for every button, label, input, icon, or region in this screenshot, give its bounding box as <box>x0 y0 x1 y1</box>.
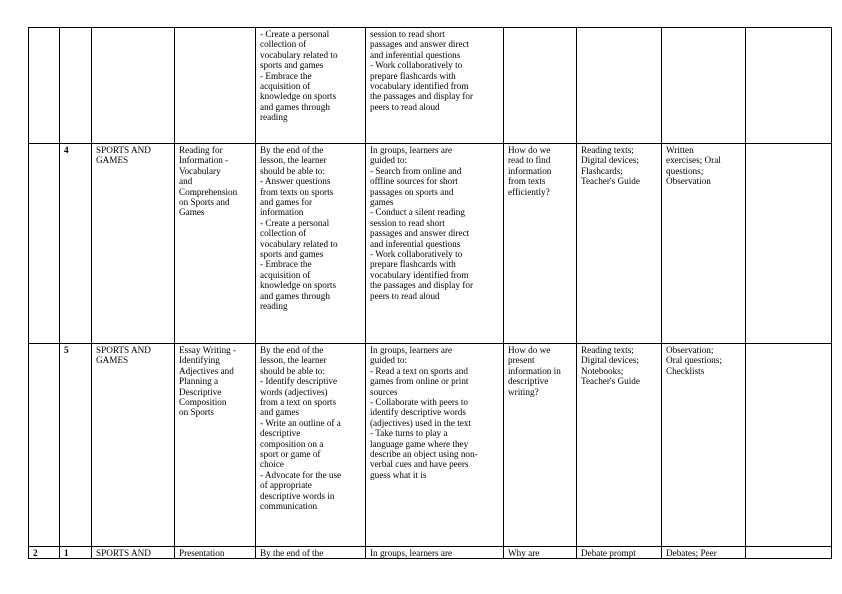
assessment-cell <box>662 28 746 144</box>
cell-text-line: vocabulary related to <box>260 49 338 60</box>
sub-strand-cell <box>175 344 256 547</box>
cell-text-line: offline sources for short <box>370 176 458 187</box>
cell-text-line: By the end of the <box>260 548 324 558</box>
reflection-cell <box>746 344 832 547</box>
cell-text-line: information in <box>508 365 561 376</box>
cell-text-line: vocabulary related to <box>260 238 338 249</box>
cell-text-line: information <box>260 207 304 218</box>
learning-resources-cell <box>577 547 662 559</box>
cell-text-line: Vocabulary <box>179 165 221 176</box>
cell-text-line: peers to read aloud <box>370 101 440 112</box>
cell-text-line: Digital devices; <box>581 355 639 366</box>
cell-text-line: and inferential questions <box>370 49 461 60</box>
cell-text-line: guided to: <box>370 355 408 366</box>
cell-text-line: writing? <box>508 386 539 397</box>
cell-text-line: reading <box>260 112 288 123</box>
cell-text-line: the passages and display for <box>370 91 474 102</box>
cell-text: 2 <box>33 548 38 558</box>
cell-text-line: Debates; Peer <box>666 548 717 558</box>
cell-text-line: Observation <box>666 176 711 187</box>
cell-text-line: - Advocate for the use <box>260 469 342 480</box>
cell-text-line: Essay Writing - <box>179 345 237 355</box>
cell-text-line: should be able to: <box>260 165 326 176</box>
cell-text-line: on Sports <box>179 407 214 418</box>
cell-text-line: - Embrace the <box>260 259 312 270</box>
cell-text-line: Games <box>179 207 205 218</box>
cell-text-line: Adjectives and <box>179 365 234 376</box>
cell-text-line: Why are <box>508 548 540 558</box>
key-inquiry-question-cell <box>504 144 577 344</box>
cell-text-line: knowledge on sports <box>260 280 337 291</box>
strand-cell <box>92 547 175 559</box>
sub-strand-cell <box>175 547 256 559</box>
cell-text-line: lesson, the learner <box>260 355 327 366</box>
cell-text-line: Descriptive <box>179 386 222 397</box>
cell-text-line: - Collaborate with peers to <box>370 397 468 408</box>
cell-text-line: Written <box>666 145 694 155</box>
reflection-cell <box>746 144 832 344</box>
cell-text: SPORTS AND <box>96 548 151 558</box>
cell-text-line: (adjectives) used in the text <box>370 417 472 428</box>
cell-text-line: information <box>508 165 552 176</box>
cell-text-line: from texts <box>508 176 546 187</box>
cell-text-line: prepare flashcards with <box>370 259 456 270</box>
cell-text-line: passages on sports and <box>370 186 454 197</box>
sub-strand-cell <box>175 28 256 144</box>
table-row <box>29 547 832 559</box>
cell-text-line: present <box>508 355 535 366</box>
cell-text-line: sport or game of <box>260 449 321 460</box>
learning-experiences-cell <box>366 547 504 559</box>
cell-text-line: choice <box>260 459 284 470</box>
cell-text-line: Teacher's Guide <box>581 176 640 187</box>
cell-text-line: describe an object using non- <box>370 449 478 460</box>
cell-text-line: Teacher's Guide <box>581 376 640 387</box>
cell-text-line: and games through <box>260 101 330 112</box>
learning-outcomes-cell <box>256 547 366 559</box>
cell-text-line: language game where they <box>370 438 469 449</box>
learning-resources-cell <box>577 344 662 547</box>
cell-text-line: collection of <box>260 39 307 50</box>
cell-text-line: Oral questions; <box>666 355 722 366</box>
cell-text-line: and inferential questions <box>370 238 461 249</box>
cell-text: SPORTS AND GAMES <box>96 345 151 366</box>
learning-experiences-cell <box>366 28 504 144</box>
cell-text-line: from a text on sports <box>260 397 337 408</box>
cell-text-line: vocabulary identified from <box>370 269 469 280</box>
cell-text-line: verbal cues and have peers <box>370 459 469 470</box>
cell-text-line: - Take turns to play a <box>370 428 448 439</box>
cell-text-line: guess what it is <box>370 469 427 480</box>
cell-text-line: sources <box>370 386 398 397</box>
cell-text-line: Checklists <box>666 365 705 376</box>
cell-text-line: lesson, the learner <box>260 155 327 166</box>
cell-text-line: By the end of the <box>260 345 324 355</box>
cell-text-line: - Embrace the <box>260 70 312 81</box>
table-row <box>29 28 832 144</box>
cell-text-line: In groups, learners are <box>370 345 453 355</box>
cell-text-line: Reading texts; <box>581 145 634 155</box>
cell-text-line: composition on a <box>260 438 324 449</box>
cell-text-line: By the end of the <box>260 145 324 155</box>
week-cell <box>29 144 60 344</box>
cell-text-line: collection of <box>260 228 307 239</box>
cell-text-line: peers to read aloud <box>370 290 440 301</box>
cell-text-line: How do we <box>508 145 551 155</box>
key-inquiry-question-cell <box>504 28 577 144</box>
cell-text-line: Reading for <box>179 145 223 155</box>
learning-outcomes-cell <box>256 28 366 144</box>
reflection-cell <box>746 547 832 559</box>
cell-text-line: Flashcards; <box>581 165 623 176</box>
cell-text-line: acquisition of <box>260 81 311 92</box>
cell-text-line: vocabulary identified from <box>370 81 469 92</box>
learning-experiences-cell <box>366 144 504 344</box>
cell-text-line: games <box>370 197 394 208</box>
cell-text-line: Information - <box>179 155 229 166</box>
cell-text-line: How do we <box>508 345 551 355</box>
cell-text-line: session to read short <box>370 29 445 39</box>
strand-cell <box>92 28 175 144</box>
cell-text-line: passages and answer direct <box>370 39 470 50</box>
strand-cell <box>92 344 175 547</box>
cell-text-line: - Write an outline of a <box>260 417 341 428</box>
lesson-cell <box>60 547 92 559</box>
cell-text-line: questions; <box>666 165 704 176</box>
cell-text-line: sports and games <box>260 249 324 260</box>
cell-text-line: from texts on sports <box>260 186 334 197</box>
cell-text-line: descriptive <box>260 428 301 439</box>
cell-text-line: - Create a personal <box>260 217 330 228</box>
cell-text-line: and games through <box>260 290 330 301</box>
cell-text-line: - Answer questions <box>260 176 331 187</box>
cell-text-line: - Work collaboratively to <box>370 249 463 260</box>
cell-text-line: Debate prompt <box>581 548 636 558</box>
learning-resources-cell <box>577 28 662 144</box>
cell-text-line: - Work collaboratively to <box>370 60 463 71</box>
cell-text-line: of appropriate <box>260 480 312 491</box>
cell-text-line: In groups, learners are <box>370 548 453 558</box>
cell-text-line: descriptive words in <box>260 490 335 501</box>
cell-text-line: prepare flashcards with <box>370 70 456 81</box>
cell-text-line: exercises; Oral <box>666 155 721 166</box>
lesson-cell <box>60 344 92 547</box>
cell-text-line: Presentation <box>179 548 225 558</box>
cell-text-line: reading <box>260 301 288 312</box>
sub-strand-cell <box>175 144 256 344</box>
cell-text-line: Observation; <box>666 345 714 355</box>
cell-text-line: Comprehension <box>179 186 238 197</box>
cell-text-line: sports and games <box>260 60 324 71</box>
cell-text-line: - Search from online and <box>370 165 462 176</box>
cell-text-line: and games <box>260 407 300 418</box>
cell-text-line: - Create a personal <box>260 29 330 39</box>
cell-text-line: Composition <box>179 397 227 408</box>
table-row <box>29 144 832 344</box>
cell-text-line: - Conduct a silent reading <box>370 207 465 218</box>
table-body <box>29 28 832 559</box>
cell-text-line: Identifying <box>179 355 220 366</box>
cell-text-line: acquisition of <box>260 269 311 280</box>
learning-experiences-cell <box>366 344 504 547</box>
strand-cell <box>92 144 175 344</box>
cell-text-line: Reading texts; <box>581 345 634 355</box>
cell-text-line: should be able to: <box>260 365 326 376</box>
table-row <box>29 344 832 547</box>
key-inquiry-question-cell <box>504 344 577 547</box>
cell-text-line: guided to: <box>370 155 408 166</box>
assessment-cell <box>662 144 746 344</box>
cell-text-line: communication <box>260 501 318 512</box>
cell-text: 1 <box>64 548 69 558</box>
cell-text-line: on Sports and <box>179 197 230 208</box>
cell-text-line: In groups, learners are <box>370 145 453 155</box>
learning-outcomes-cell <box>256 344 366 547</box>
cell-text-line: words (adjectives) <box>260 386 328 397</box>
week-cell <box>29 28 60 144</box>
key-inquiry-question-cell <box>504 547 577 559</box>
reflection-cell <box>746 28 832 144</box>
cell-text-line: Planning a <box>179 376 219 387</box>
cell-text-line: descriptive <box>508 376 549 387</box>
cell-text-line: read to find <box>508 155 551 166</box>
cell-text: 4 <box>64 145 69 155</box>
cell-text-line: and <box>179 176 193 187</box>
cell-text-line: - Read a text on sports and <box>370 365 468 376</box>
cell-text-line: session to read short <box>370 217 445 228</box>
learning-resources-cell <box>577 144 662 344</box>
week-cell <box>29 344 60 547</box>
cell-text-line: efficiently? <box>508 186 550 197</box>
week-cell <box>29 547 60 559</box>
assessment-cell <box>662 344 746 547</box>
lesson-cell <box>60 144 92 344</box>
cell-text-line: the passages and display for <box>370 280 474 291</box>
cell-text-line: Digital devices; <box>581 155 639 166</box>
cell-text-line: passages and answer direct <box>370 228 470 239</box>
cell-text: SPORTS AND GAMES <box>96 145 151 166</box>
cell-text-line: - Identify descriptive <box>260 376 338 387</box>
cell-text: 5 <box>64 345 69 355</box>
cell-text-line: Notebooks; <box>581 365 624 376</box>
cell-text-line: identify descriptive words <box>370 407 466 418</box>
learning-outcomes-cell <box>256 144 366 344</box>
cell-text-line: and games for <box>260 197 313 208</box>
assessment-cell <box>662 547 746 559</box>
cell-text-line: knowledge on sports <box>260 91 337 102</box>
scheme-of-work-table <box>28 27 832 559</box>
lesson-cell <box>60 28 92 144</box>
cell-text-line: games from online or print <box>370 376 469 387</box>
